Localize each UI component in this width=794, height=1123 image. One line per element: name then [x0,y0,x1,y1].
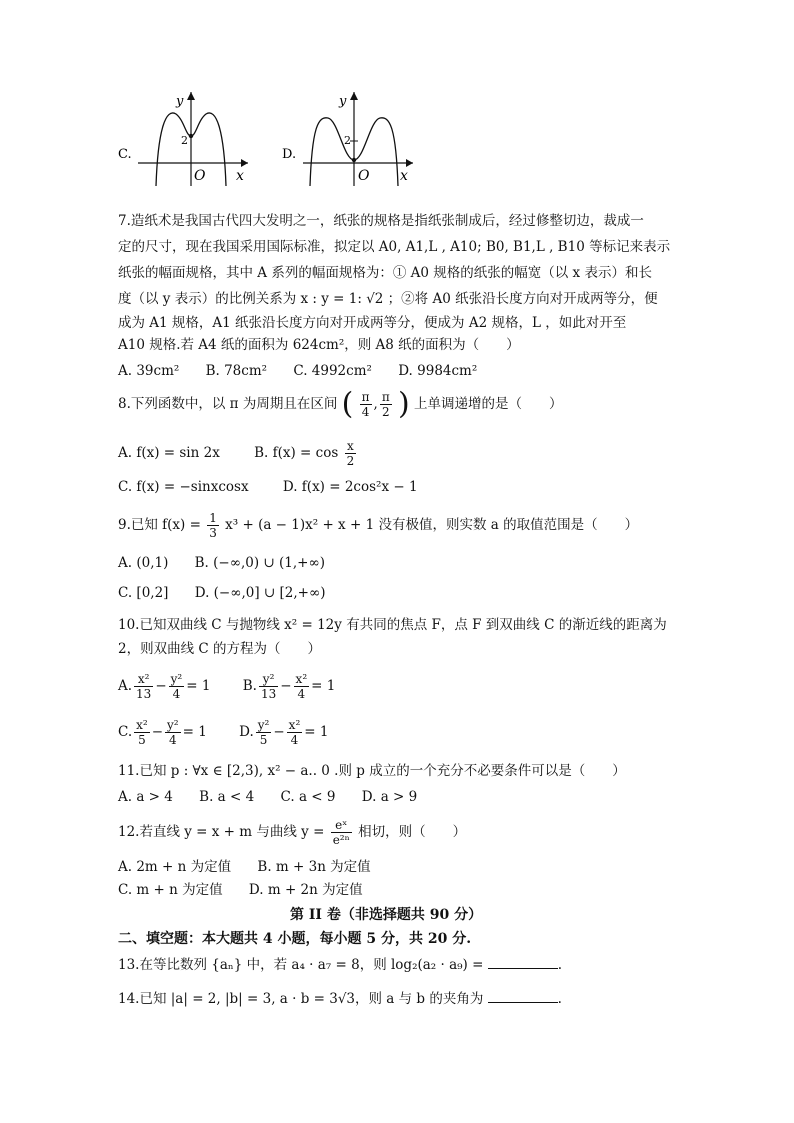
q12-option-a: A. 2m + n 为定值 [118,859,232,875]
q7-line-5: 成为 A1 规格，A1 纸张沿长度方向对开成两等分，便成为 A2 规格，L ，如此对开至 [118,315,627,331]
q11-options [118,786,439,808]
q10-optC-den2: 4 [169,733,177,747]
q10-optB-num2: x² [295,672,308,686]
function-graphs [118,88,438,188]
q10-optC-num2: y² [167,718,179,732]
q10-optB-num1: y² [259,672,278,687]
part2-title: 第 II 卷（非选择题共 90 分） [290,907,483,923]
graph-c-origin: O [194,168,206,184]
q8-options-cd [118,476,418,498]
q10-optC-den1: 5 [138,733,146,747]
q8-stem: 8.下列函数中，以 π 为周期且在区间 ( $\frac{\pi}{4}$ , $\frac{\pi}{2}$ ) 上单调递增的是（ ） [118,386,563,422]
graph-d-x-label: x [400,168,408,184]
q8-options-ab [118,436,358,470]
q7-option-d: D. 9984cm² [398,363,478,379]
q10-optC-num1: x² [136,718,148,732]
q7-option-b: B. 78cm² [205,363,268,379]
q7-line-6: A10 规格.若 A4 纸的面积为 624cm²，则 A8 纸的面积为（ ） [118,337,520,353]
q10-optB-frac1 [259,672,278,701]
q10-optB-den1: 13 [260,687,277,701]
q12-stem-b: 相切，则（ ） [358,824,467,840]
q9-options-cd [118,582,326,604]
q12-stem [118,814,466,850]
graph-c-x-label: x [236,168,244,184]
q9-option-b: B. (−∞,0) ∪ (1,+∞) [194,555,325,571]
graph-c-tick: 2 [181,134,188,147]
q10-optD-den1: 5 [259,733,268,747]
q7-options [118,360,499,382]
q10-optD-eq: = 1 [304,724,329,740]
q10-optD-den2: 4 [290,733,299,747]
q10-optB-label: B. [242,678,257,694]
q7-option-a: A. 39cm² [118,363,180,379]
q14-answer-blank[interactable] [488,988,558,1003]
q7-option-c: C. 4992cm² [293,363,372,379]
q10-line-1: 10.已知双曲线 C 与抛物线 x² = 12y 有共同的焦点 F，点 F 到双曲线 C 的渐近线的距离为 [118,617,667,633]
q10-optA-num2: y² [170,672,183,686]
q10-optD-frac1 [256,718,272,747]
q12-option-c: C. m + n 为定值 [118,882,223,898]
q10-options-cd [118,712,328,752]
q10-optA-label: A. [118,678,133,694]
q9-num: 1 [209,511,217,525]
q12-option-d: D. m + 2n 为定值 [248,882,363,898]
q8-num1: π [361,390,370,404]
graph-c [138,92,248,186]
q10-option-c: C. $\frac{\text{x²}}{5}$ − $\frac{\text{y²}}{4}$ = 1 [118,718,207,747]
q8-den2: 2 [381,405,390,419]
q14-stem: 14.已知 |a| = 2, |b| = 3, a · b = 3√3，则 a 与 b 的夹角为 [118,991,484,1007]
q14-end: . [557,991,562,1007]
q8-option-b-pre: B. f(x) = cos [254,445,339,461]
q12-option-b: B. m + 3n 为定值 [257,859,371,875]
q9-option-c: C. [0,2] [118,585,169,601]
q10-optC-label: C. [118,724,133,740]
q9-stem-b: x³ + (a − 1)x² + x + 1 没有极值，则实数 a 的取值范围是（ ） [225,517,639,533]
q13-stem: 13.在等比数列 {aₙ} 中，若 a₄ · a₇ = 8，则 log₂(a₂ · a₉) = [118,957,484,973]
q10-optB-den2: 4 [297,687,306,701]
q11-option-d: D. a > 9 [361,789,418,805]
q10-optB-frac2 [294,672,310,701]
q8-right-paren: ) [398,386,410,422]
q9-stem-a: 9.已知 f(x) = [118,517,201,533]
q12-num: eˣ [331,818,352,833]
graph-d-tick: 2 [344,134,351,147]
q8-option-c: C. f(x) = −sinxcosx [118,479,249,495]
q13-end: . [557,957,563,973]
q10-optA-eq: = 1 [186,678,211,694]
q10-optD-num2: x² [288,718,301,732]
q10-optD-num1: y² [257,718,270,732]
q12-frac [331,818,352,847]
q10-option-a: A. $\frac{\text{x²}}{13}$ − $\frac{\text{y²}}{4}$ = 1 [118,672,211,701]
q8-interval-right [380,390,392,419]
q10-optA-num1: x² [134,672,153,687]
q11-option-b: B. a < 4 [199,789,255,805]
q11-option-a: A. a > 4 [118,789,173,805]
q12-stem-a: 12.若直线 y = x + m 与曲线 y = [118,824,325,840]
q8-left-paren: ( [341,386,354,422]
q11-option-c: C. a < 9 [280,789,336,805]
graph-d-label: D. [282,147,297,162]
q8-optb-den: 2 [346,454,355,468]
q9-frac [207,511,219,540]
graph-c-y-label: y [176,94,184,109]
q10-optA-den1: 13 [136,687,152,701]
q8-stem-a: 8.下列函数中，以 π 为周期且在区间 [118,396,338,412]
q8-interval-left [360,390,372,419]
q13-answer-blank[interactable] [488,954,558,969]
fill-in-section-heading: 二、填空题：本大题共 4 小题，每小题 5 分，共 20 分. [118,931,472,947]
q9-option-a: A. (0,1) [118,555,169,571]
q9-den: 3 [209,526,217,540]
q12-options-ab [118,856,371,878]
q8-num2: π [381,390,390,404]
q7-line-2: 定的尺寸，现在我国采用国际标准，拟定以 A0, A1,L , A10; B0, B1,L , B10 等标记来表示 [118,239,671,255]
q8-option-d: D. f(x) = 2cos²x − 1 [282,479,418,495]
q10-optC-frac2 [165,718,181,747]
q14-line [118,988,562,1010]
q7-line-4: 度（以 y 表示）的比例关系为 x : y = 1: √2 ；②将 A0 纸张沿长度方向对开成两等分，便 [118,291,658,307]
graph-c-label: C. [118,147,132,162]
q7-line-3: 纸张的幅面规格，其中 A 系列的幅面规格为：① A0 规格的纸张的幅宽（以 x 表示）和长 [118,265,652,281]
q9-options-ab [118,552,325,574]
q13-line [118,954,562,976]
q10-optC-frac1 [134,718,150,747]
q10-line-2: 2，则双曲线 C 的方程为（ ） [118,641,322,657]
q12-den: e²ⁿ [332,833,350,847]
q10-optD-frac2 [287,718,303,747]
q8-stem-b: 上单调递增的是（ ） [414,396,563,412]
q7-line-1: 7.造纸术是我国古代四大发明之一，纸张的规格是指纸张制成后，经过修整切边，裁成一 [118,213,644,229]
q9-option-d: D. (−∞,0] ∪ [2,+∞) [194,585,326,601]
q8-option-b-frac [345,439,357,468]
q8-optb-num: x [345,439,357,454]
q8-den1: 4 [361,405,370,419]
q8-option-a: A. f(x) = sin 2x [118,445,220,461]
q10-options-ab [118,666,335,706]
q9-stem [118,508,638,542]
q12-options-cd [118,879,363,901]
q10-optC-eq: = 1 [182,724,207,740]
q10-optA-den2: 4 [172,687,181,701]
q10-optA-frac2 [169,672,185,701]
graph-d-y-label: y [339,94,347,109]
q10-option-d: D. $\frac{\text{y²}}{5}$ − $\frac{\text{x²}}{4}$ = 1 [239,718,329,747]
q11-stem: 11.已知 p : ∀x ∈ [2,3), x² − a.. 0 .则 p 成立的一个充分不必要条件可以是（ ） [118,763,626,779]
q10-optA-frac1 [134,672,153,701]
q10-optD-label: D. [239,724,254,740]
q10-option-b: B. $\frac{\text{y²}}{13}$ − $\frac{\text{x²}}{4}$ = 1 [242,672,336,701]
q10-optB-eq: = 1 [311,678,336,694]
graph-d-origin: O [358,168,370,184]
